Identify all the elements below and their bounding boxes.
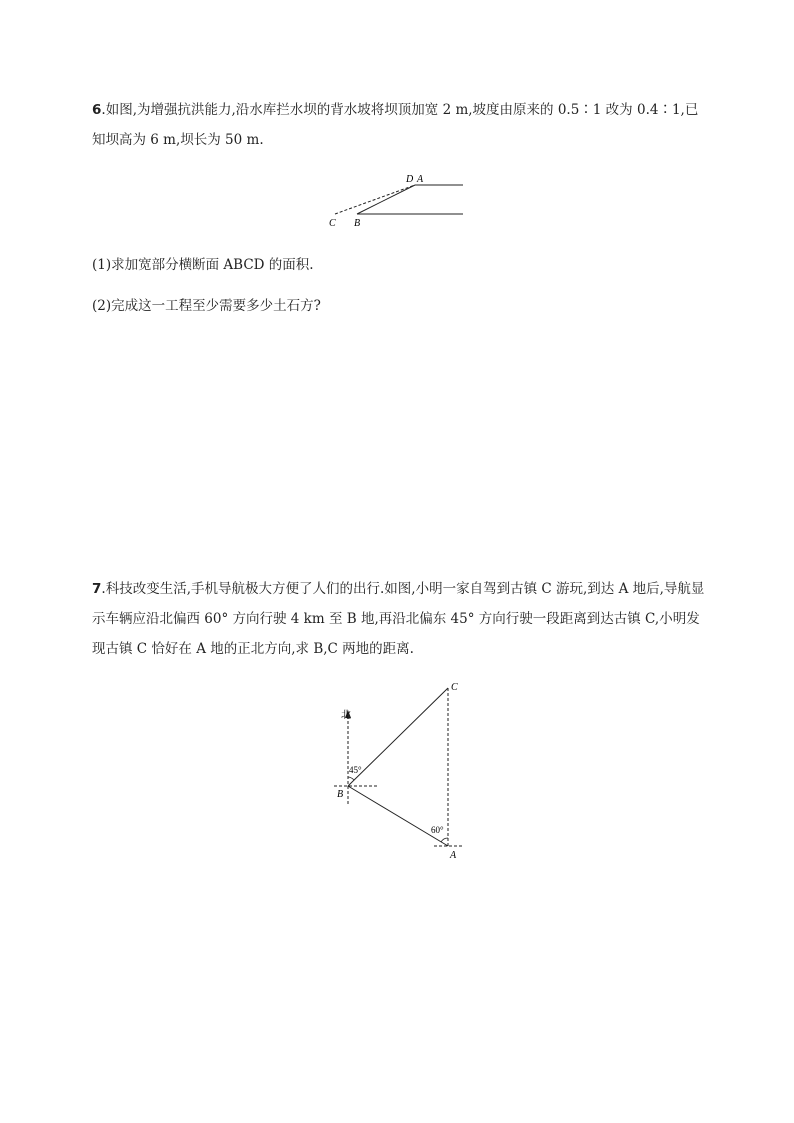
navigation-figure	[330, 676, 470, 866]
label-b: B	[354, 218, 361, 229]
north-label: 北	[341, 710, 351, 721]
question-7-text	[92, 574, 707, 664]
slope-cd-dashed	[335, 185, 415, 214]
label-d: D	[406, 174, 414, 185]
angle-45-label: 45°	[349, 765, 362, 775]
question-6-sub2: (2)完成这一工程至少需要多少土石方?	[92, 298, 321, 314]
angle-arc-60	[441, 838, 448, 842]
question-6-text	[92, 95, 707, 155]
question-7-body: .科技改变生活,手机导航极大方便了人们的出行.如图,小明一家自驾到古镇 C 游玩,到达 A 地后,导航显示车辆应沿北偏西 60° 方向行驶 4 km 至 B 地,再沿北偏东 45° 方向行驶一段距离到达古镇 C,小明发现古镇 C 恰好在 A 地的正北方向,求 B,C 两地的距离.	[92, 581, 705, 657]
dam-cross-section-figure	[320, 170, 470, 232]
angle-60-label: 60°	[431, 825, 444, 835]
label-b: B	[337, 789, 344, 800]
slope-ab	[357, 185, 415, 214]
line-ba	[348, 786, 448, 846]
line-bc	[348, 688, 448, 786]
label-a: A	[417, 174, 424, 185]
question-6-sub1: (1)求加宽部分横断面 ABCD 的面积.	[92, 257, 314, 273]
label-c: C	[329, 218, 336, 229]
question-6-body: .如图,为增强抗洪能力,沿水库拦水坝的背水坡将坝顶加宽 2 m,坡度由原来的 0.5∶1 改为 0.4∶1,已知坝高为 6 m,坝长为 50 m.	[92, 102, 699, 148]
angle-arc-45	[348, 777, 354, 780]
question-7-number: 7	[92, 581, 102, 597]
question-6-number: 6	[92, 102, 102, 118]
label-c: C	[451, 682, 458, 693]
label-a: A	[450, 850, 457, 861]
